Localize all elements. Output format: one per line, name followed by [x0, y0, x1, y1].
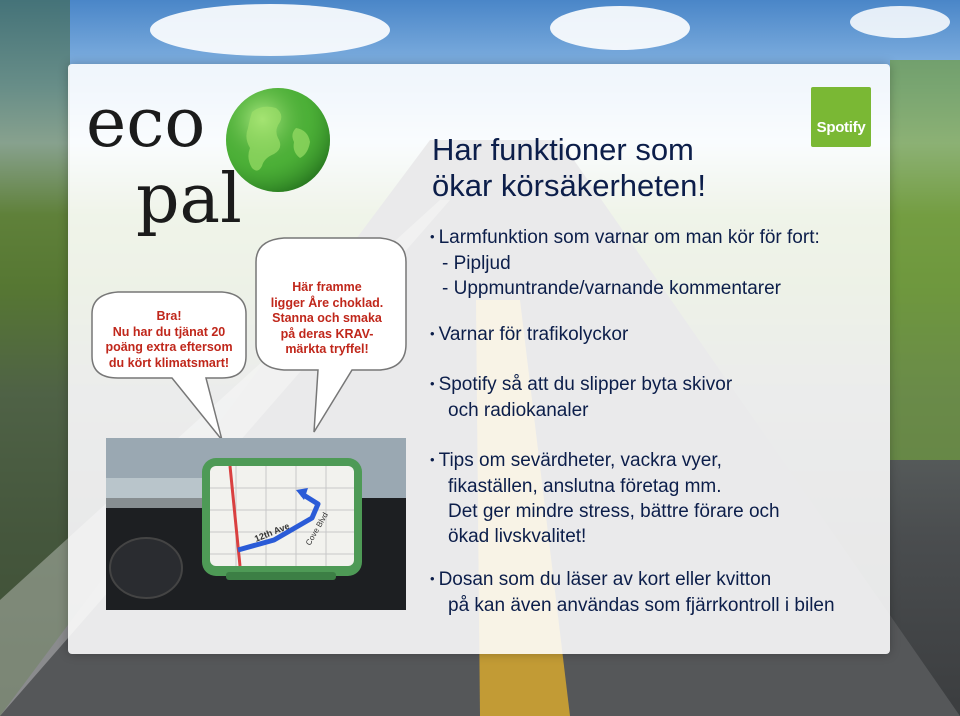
list-item-text: Dosan som du läser av kort eller kvitton [438, 569, 772, 590]
list-item-text: Tips om sevärdheter, vackra vyer, [438, 450, 722, 471]
list-item [430, 372, 890, 423]
bullet-icon: • [430, 326, 435, 341]
list-item [430, 225, 890, 301]
list-item [430, 567, 890, 618]
bubble-2-line: Här framme [292, 280, 362, 294]
list-item-text: Spotify så att du slipper byta skivor [438, 374, 733, 395]
bubble-2-line: ligger Åre choklad. [270, 295, 384, 310]
gps-street-label: Cove Blvd [303, 510, 330, 547]
speech-bubble-right-text [262, 280, 392, 358]
list-item-subtext: ökad livskvalitet! [448, 526, 587, 547]
list-item-subtext: Det ger mindre stress, bättre förare och [448, 501, 780, 522]
bubble-2-line: Stanna och smaka [272, 311, 382, 325]
list-item-text: Larmfunktion som varnar om man kör för fort: [438, 227, 820, 248]
title-line-1: Har funktioner som [432, 132, 694, 167]
title-line-2: ökar körsäkerheten! [432, 168, 706, 203]
bubble-2-line: märkta tryffel! [285, 342, 369, 356]
logo-text-eco: eco [86, 84, 206, 163]
list-item-subtext: och radiokanaler [448, 400, 589, 421]
list-item-subtext: - Uppmuntrande/varnande kommentarer [442, 278, 782, 299]
list-item [430, 448, 890, 549]
gps-street-label: 12th Ave [253, 520, 291, 544]
speech-bubble-left-text [98, 309, 240, 371]
bullet-icon: • [430, 571, 435, 586]
list-item-subtext: - Pipljud [442, 253, 511, 274]
list-item-subtext: på kan även användas som fjärrkontroll i bilen [448, 595, 835, 616]
gps-device-photo [106, 438, 406, 610]
spotify-logo-label: Spotify [816, 118, 866, 136]
list-item-text: Varnar för trafikolyckor [438, 324, 629, 345]
bullet-icon: • [430, 229, 435, 244]
bullet-icon: • [430, 376, 435, 391]
bubble-1-line: Nu har du tjänat 20 [112, 324, 226, 339]
bubble-1-line: du kört klimatsmart! [108, 355, 230, 370]
bubble-1-line: Bra! [156, 309, 182, 323]
bubble-1-line: poäng extra eftersom [105, 340, 233, 354]
logo-text-pal: pal [136, 160, 242, 239]
bullet-icon: • [430, 452, 435, 467]
list-item-subtext: fikaställen, anslutna företag mm. [448, 476, 722, 497]
bubble-2-line: på deras KRAV- [280, 326, 374, 341]
list-item [430, 322, 890, 348]
